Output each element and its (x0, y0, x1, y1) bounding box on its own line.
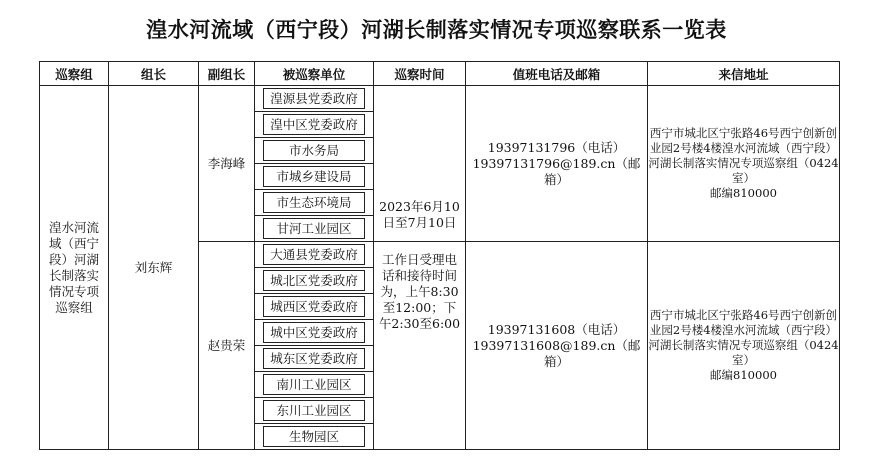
unit-cell (255, 294, 374, 320)
duty-email: 19397131796@189.cn（邮箱） (472, 155, 641, 187)
unit-cell (255, 242, 374, 268)
unit-cell (255, 138, 374, 164)
header-contact: 值班电话及邮箱 (466, 62, 648, 86)
unit-cell (255, 190, 374, 216)
unit-name: 城东区党委政府 (263, 348, 365, 369)
group-name-cell (40, 86, 109, 450)
postcode: 邮编810000 (710, 186, 777, 200)
duty-phone: 19397131608（电话） (487, 321, 626, 337)
contact-cell-2 (466, 242, 648, 450)
deputy-name: 李海峰 (207, 155, 246, 171)
duty-email: 19397131608@189.cn（邮箱） (472, 337, 641, 369)
mailing-address: 西宁市城北区宁张路46号西宁创新创业园2号楼4楼湟水河流域（西宁段）河湖长制落实情况专项巡察组（0424室） (648, 126, 839, 185)
unit-name: 湟源县党委政府 (263, 88, 365, 109)
header-row (40, 62, 840, 86)
unit-cell (255, 112, 374, 138)
header-leader: 组长 (109, 62, 199, 86)
postcode: 邮编810000 (710, 368, 777, 382)
unit-cell (255, 398, 374, 424)
unit-name: 甘河工业园区 (263, 218, 365, 239)
unit-name: 市水务局 (263, 140, 365, 161)
duty-phone: 19397131796（电话） (487, 139, 626, 155)
page-title: 湟水河流域（西宁段）河湖长制落实情况专项巡察联系一览表 (146, 17, 727, 42)
unit-name: 南川工业园区 (263, 374, 365, 395)
deputy-name: 赵贵荣 (207, 337, 246, 353)
unit-name: 生物园区 (263, 426, 365, 447)
unit-cell (255, 164, 374, 190)
unit-cell (255, 216, 374, 242)
address-cell-2 (648, 242, 840, 450)
unit-cell (255, 424, 374, 450)
unit-name: 城中区党委政府 (263, 322, 365, 343)
contact-table (39, 61, 840, 450)
header-address: 来信地址 (648, 62, 840, 86)
time-cell (374, 86, 466, 242)
unit-cell (255, 372, 374, 398)
mailing-address: 西宁市城北区宁张路46号西宁创新创业园2号楼4楼湟水河流域（西宁段）河湖长制落实情况专项巡察组（0424室） (648, 308, 839, 367)
unit-cell (255, 320, 374, 346)
unit-cell (255, 86, 374, 112)
header-time: 巡察时间 (374, 62, 466, 86)
unit-name: 市城乡建设局 (263, 166, 365, 187)
deputy-cell-2 (199, 242, 255, 450)
header-deputy: 副组长 (199, 62, 255, 86)
unit-name: 城西区党委政府 (263, 296, 365, 317)
header-group: 巡察组 (40, 62, 109, 86)
unit-name: 东川工业园区 (263, 400, 365, 421)
unit-name: 市生态环境局 (263, 192, 365, 213)
unit-cell (255, 268, 374, 294)
contact-cell-1 (466, 86, 648, 242)
deputy-cell-1 (199, 86, 255, 242)
unit-cell (255, 346, 374, 372)
header-unit: 被巡察单位 (255, 62, 374, 86)
inspection-period: 2023年6月10日至7月10日 (379, 199, 460, 230)
hours-cell (374, 242, 466, 450)
unit-name: 城北区党委政府 (263, 270, 365, 291)
reception-hours: 工作日受理电话和接待时间为，上午8:30至12:00；下午2:30至6:00 (378, 252, 461, 331)
leader-cell (109, 86, 199, 450)
group-name: 湟水河流域（西宁段）河湖长制落实情况专项巡察组 (48, 219, 99, 315)
leader-name: 刘东辉 (134, 259, 173, 275)
address-cell-1 (648, 86, 840, 242)
unit-name: 湟中区党委政府 (263, 114, 365, 135)
unit-name: 大通县党委政府 (263, 244, 365, 265)
